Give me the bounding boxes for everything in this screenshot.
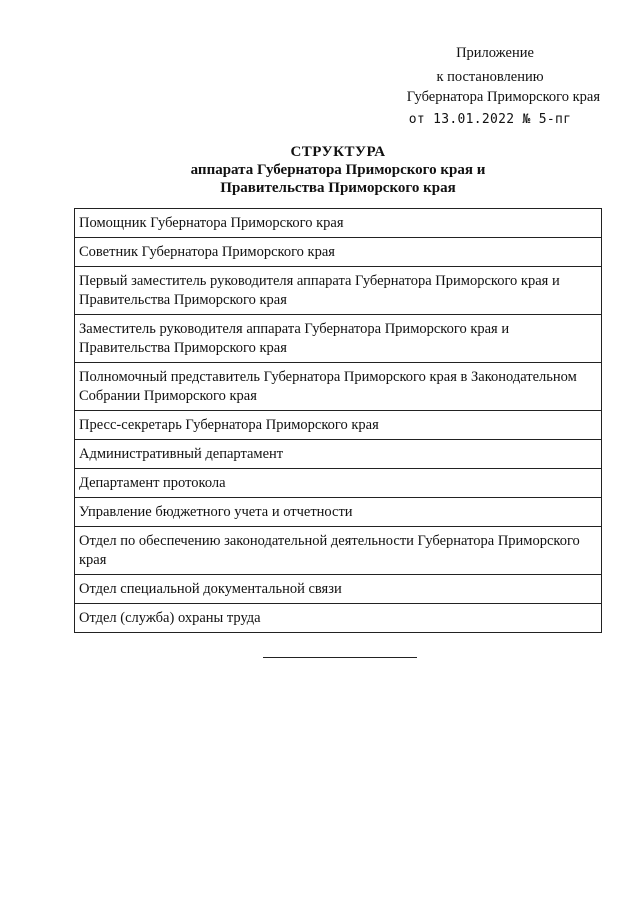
appendix-header	[380, 43, 600, 130]
table-row	[75, 411, 602, 440]
table-row	[75, 267, 602, 315]
table-cell: Помощник Губернатора Приморского края	[75, 209, 602, 238]
table-cell: Отдел (служба) охраны труда	[75, 604, 602, 633]
table-row	[75, 315, 602, 363]
table-cell: Отдел по обеспечению законодательной деятельности Губернатора Приморского края	[75, 527, 602, 575]
structure-table	[74, 208, 602, 633]
title-heading: СТРУКТУРА	[290, 144, 386, 160]
table-row	[75, 238, 602, 267]
table-cell: Департамент протокола	[75, 469, 602, 498]
table-cell: Советник Губернатора Приморского края	[75, 238, 602, 267]
table-row	[75, 469, 602, 498]
table-row	[75, 575, 602, 604]
end-divider	[263, 657, 417, 658]
document-title	[74, 143, 602, 197]
table-cell: Пресс-секретарь Губернатора Приморского края	[75, 411, 602, 440]
appendix-date-number: от 13.01.2022 № 5-пг	[408, 112, 572, 127]
appendix-label: Приложение	[456, 45, 534, 61]
title-subheading-1: аппарата Губернатора Приморского края и	[190, 162, 486, 178]
appendix-reference: к постановлению	[436, 69, 544, 85]
table-row	[75, 209, 602, 238]
table-row	[75, 440, 602, 469]
table-row	[75, 527, 602, 575]
appendix-issuer: Губернатора Приморского края	[406, 89, 600, 105]
table-cell: Первый заместитель руководителя аппарата Губернатора Приморского края и Правительства Приморского края	[75, 267, 602, 315]
table-row	[75, 363, 602, 411]
table-row	[75, 498, 602, 527]
table-cell: Отдел специальной документальной связи	[75, 575, 602, 604]
table-cell: Заместитель руководителя аппарата Губернатора Приморского края и Правительства Приморского края	[75, 315, 602, 363]
table-cell: Административный департамент	[75, 440, 602, 469]
table-cell: Полномочный представитель Губернатора Приморского края в Законодательном Собрании Приморского края	[75, 363, 602, 411]
title-subheading-2: Правительства Приморского края	[220, 180, 456, 196]
table-cell: Управление бюджетного учета и отчетности	[75, 498, 602, 527]
table-row	[75, 604, 602, 633]
